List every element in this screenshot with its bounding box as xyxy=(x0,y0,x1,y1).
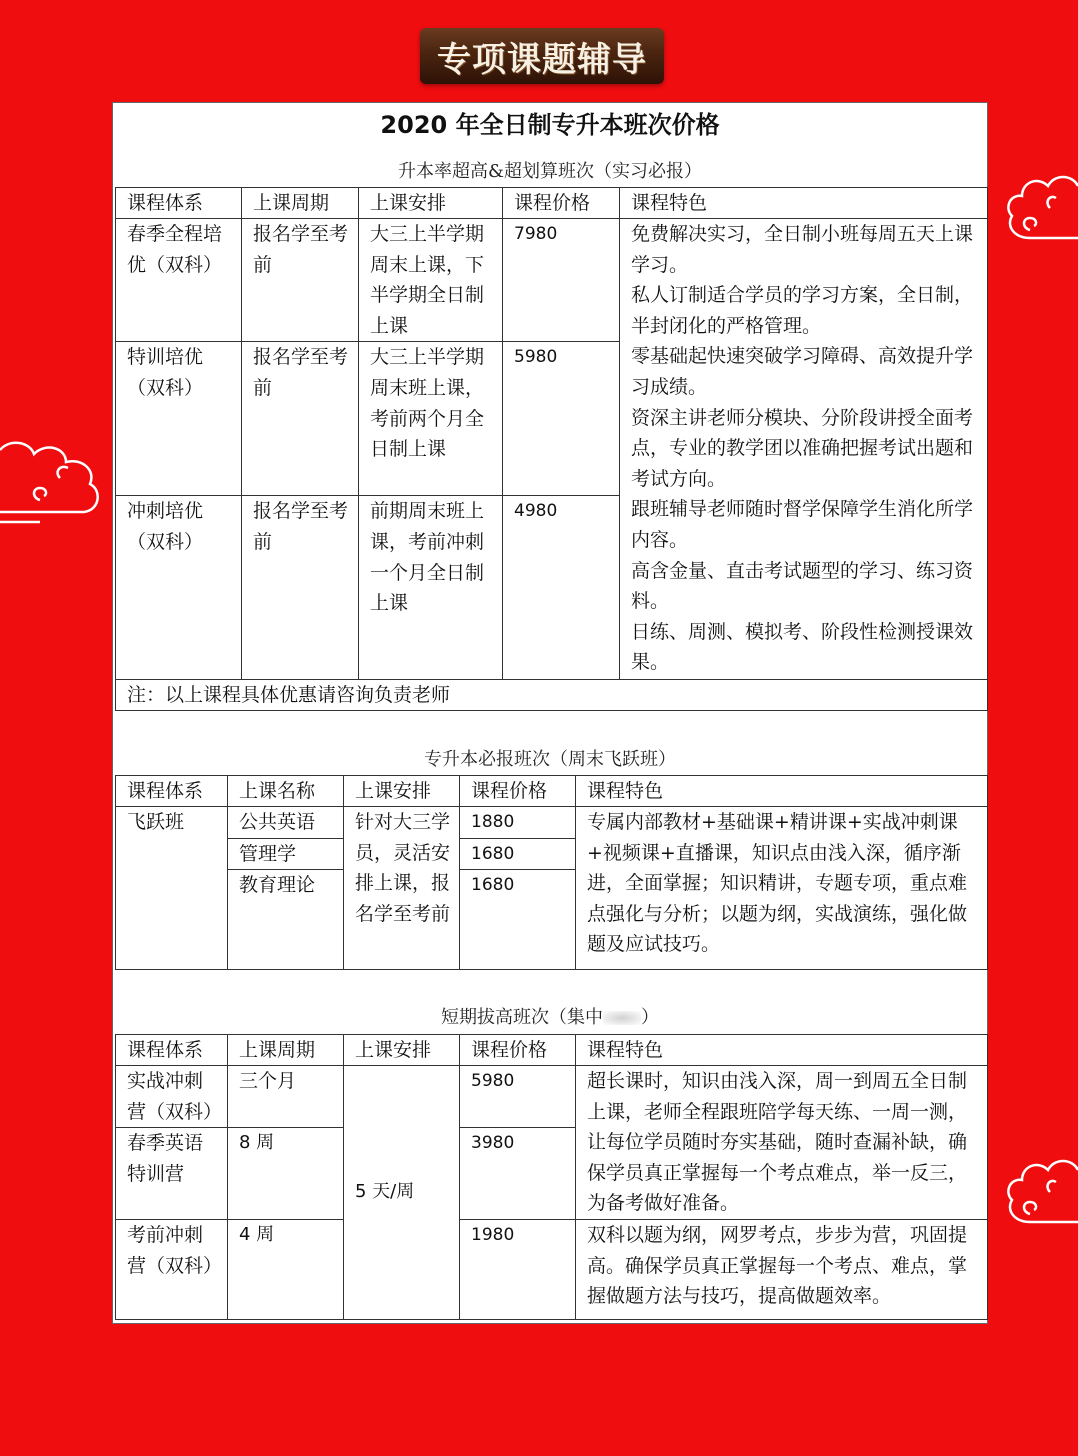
course-system: 实战冲刺营（双科） xyxy=(116,1066,228,1128)
feature-line: 零基础起快速突破学习障碍、高效提升学习成绩。 xyxy=(631,345,974,398)
smudge-mark xyxy=(603,1011,641,1025)
header-cell: 上课周期 xyxy=(228,1035,344,1066)
course-price: 1880 xyxy=(460,807,576,839)
course-price: 5980 xyxy=(503,342,620,496)
section2-title: 专升本必报班次（周末飞跃班） xyxy=(424,749,676,770)
note-text: 注：以上课程具体优惠请咨询负责老师 xyxy=(116,680,988,711)
header-cell: 上课安排 xyxy=(344,776,460,807)
cloud-decoration-icon xyxy=(0,430,104,530)
cloud-decoration-icon xyxy=(1000,168,1078,248)
feature-line: 私人订制适合学员的学习方案，全日制，半封闭化的严格管理。 xyxy=(631,284,974,337)
course-name: 公共英语 xyxy=(228,807,344,839)
course-period: 4 周 xyxy=(228,1220,344,1320)
section3-title xyxy=(113,1005,987,1031)
banner xyxy=(420,28,664,84)
course-period: 报名学至考前 xyxy=(242,342,359,496)
course-system: 飞跃班 xyxy=(116,807,228,970)
course-price: 4980 xyxy=(503,496,620,680)
feature-line: 资深主讲老师分模块、分阶段讲授全面考点，专业的教学团以准确把握考试出题和考试方向。 xyxy=(631,406,974,490)
header-cell: 课程价格 xyxy=(460,1035,576,1066)
section3-title-text: 短期拔高班次（集中 xyxy=(441,1007,603,1028)
course-schedule: 针对大三学员，灵活安排上课，报名学至考前 xyxy=(344,807,460,970)
header-cell: 上课名称 xyxy=(228,776,344,807)
header-cell: 课程价格 xyxy=(503,188,620,219)
header-cell: 课程体系 xyxy=(116,188,242,219)
feature-line: 高含金量、直击考试题型的学习、练习资料。 xyxy=(631,559,974,613)
course-price: 1680 xyxy=(460,870,576,970)
header-cell: 上课周期 xyxy=(242,188,359,219)
section3-table xyxy=(115,1034,988,1320)
document-title: 2020 年全日制专升本班次价格 xyxy=(380,111,720,139)
course-period: 报名学至考前 xyxy=(242,496,359,680)
header-cell: 课程特色 xyxy=(576,1035,988,1066)
course-name: 教育理论 xyxy=(228,870,344,970)
course-price: 5980 xyxy=(460,1066,576,1128)
cloud-decoration-icon xyxy=(996,1150,1078,1240)
feature-line: 跟班辅导老师随时督学保障学生消化所学内容。 xyxy=(631,498,974,551)
course-price: 7980 xyxy=(503,219,620,342)
course-price: 1680 xyxy=(460,838,576,870)
course-features: 双科以题为纲，网罗考点，步步为营，巩固提高。确保学员真正掌握每一个考点、难点，掌握做题方法与技巧，提高做题效率。 xyxy=(576,1220,988,1320)
header-cell: 课程价格 xyxy=(460,776,576,807)
feature-line: 日练、周测、模拟考、阶段性检测授课效果。 xyxy=(631,620,974,674)
course-period: 报名学至考前 xyxy=(242,219,359,342)
course-name: 管理学 xyxy=(228,838,344,870)
header-cell: 课程体系 xyxy=(116,776,228,807)
table-row xyxy=(116,1066,988,1128)
course-system: 考前冲刺营（双科） xyxy=(116,1220,228,1320)
course-schedule: 大三上半学期周末班上课，考前两个月全日制上课 xyxy=(359,342,503,496)
section1-title: 升本率超高&超划算班次（实习必报） xyxy=(397,161,703,182)
header-cell: 上课安排 xyxy=(359,188,503,219)
table-header-row xyxy=(116,776,988,807)
price-document xyxy=(112,102,988,1324)
course-price: 3980 xyxy=(460,1128,576,1220)
course-features xyxy=(620,219,988,680)
section2-table xyxy=(115,775,988,970)
table-header-row xyxy=(116,1035,988,1066)
course-schedule: 前期周末班上课，考前冲刺一个月全日制上课 xyxy=(359,496,503,680)
course-price: 1980 xyxy=(460,1220,576,1320)
section1-table xyxy=(115,187,988,711)
course-period: 8 周 xyxy=(228,1128,344,1220)
course-period: 三个月 xyxy=(228,1066,344,1128)
table-header-row xyxy=(116,188,988,219)
section3-title-tail: ） xyxy=(641,1007,659,1028)
table-row xyxy=(116,807,988,839)
feature-line: 免费解决实习，全日制小班每周五天上课学习。 xyxy=(631,223,974,276)
table-row xyxy=(116,1220,988,1320)
course-system: 春季英语特训营 xyxy=(116,1128,228,1220)
course-system: 冲刺培优（双科） xyxy=(116,496,242,680)
course-schedule: 5 天/周 xyxy=(344,1066,460,1320)
table-row xyxy=(116,219,988,342)
course-features: 超长课时，知识由浅入深，周一到周五全日制上课，老师全程跟班陪学每天练、一周一测，让每位学员随时夯实基础，随时查漏补缺，确保学员真正掌握每一个考点难点，举一反三，为备考做好准备。 xyxy=(576,1066,988,1220)
header-cell: 课程特色 xyxy=(620,188,988,219)
note-row xyxy=(116,680,988,711)
header-cell: 课程体系 xyxy=(116,1035,228,1066)
course-schedule: 大三上半学期周末上课，下半学期全日制上课 xyxy=(359,219,503,342)
course-system: 特训培优（双科） xyxy=(116,342,242,496)
header-cell: 课程特色 xyxy=(576,776,988,807)
course-system: 春季全程培优（双科） xyxy=(116,219,242,342)
header-cell: 上课安排 xyxy=(344,1035,460,1066)
banner-title: 专项课题辅导 xyxy=(437,39,647,80)
course-features: 专属内部教材+基础课+精讲课+实战冲刺课+视频课+直播课，知识点由浅入深，循序渐进，全面掌握；知识精讲，专题专项，重点难点强化与分析；以题为纲，实战演练，强化做题及应试技巧。 xyxy=(576,807,988,970)
